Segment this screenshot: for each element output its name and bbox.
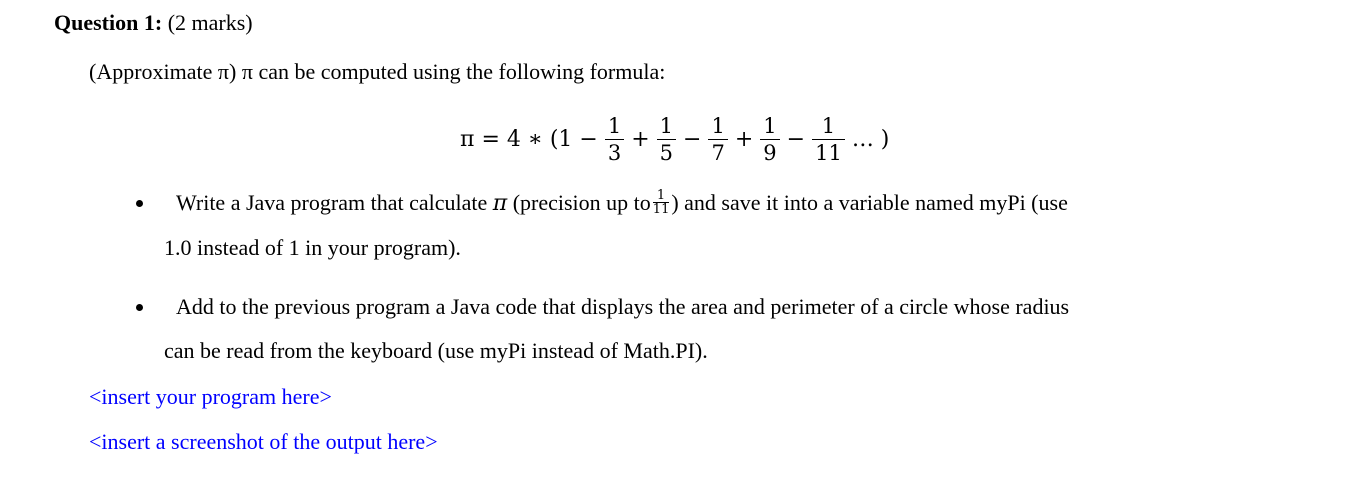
bullet-2-text-line2: can be read from the keyboard (use myPi instead of Math.PI). <box>164 338 708 363</box>
fraction-denominator: 11 <box>652 202 670 218</box>
fraction-denominator: 11 <box>815 140 842 165</box>
inline-fraction <box>653 189 670 216</box>
fraction-numerator: 1 <box>656 188 666 204</box>
formula-tail: … ) <box>851 126 890 152</box>
formula-fraction-3 <box>708 113 727 166</box>
fraction-denominator: 9 <box>763 140 777 165</box>
fraction-denominator: 3 <box>607 140 622 165</box>
formula-operator: − <box>683 126 702 152</box>
formula-fraction-1 <box>605 113 624 166</box>
program-placeholder[interactable]: <insert your program here> <box>89 384 332 409</box>
formula-fraction-5 <box>812 113 845 166</box>
formula-operator: + <box>631 126 650 152</box>
fraction-denominator: 7 <box>711 140 725 165</box>
bullet-1-text-a: Write a Java program that calculate <box>176 190 488 215</box>
fraction-numerator: 1 <box>821 113 836 138</box>
bullet-2-text-line1: Add to the previous program a Java code that displays the area and perimeter of a circle whose radius <box>176 294 1070 319</box>
question-header <box>54 8 253 38</box>
bullet-1-text-b: (precision up to <box>512 190 651 215</box>
formula-operator: + <box>734 126 754 152</box>
fraction-numerator: 1 <box>711 113 725 138</box>
bullet-1-text-line2: 1.0 instead of 1 in your program). <box>164 235 461 260</box>
formula-lhs: π = 4 ∗ (1 − <box>460 126 598 152</box>
pi-symbol: π <box>492 191 508 216</box>
fraction-numerator: 1 <box>763 113 777 138</box>
question-label: Question 1: <box>54 10 163 35</box>
fraction-numerator: 1 <box>607 113 622 138</box>
question-intro: (Approximate π) π can be computed using the following formula: <box>89 59 666 84</box>
bullet-1-text-c: ) and save it into a variable named myPi (use <box>671 190 1068 215</box>
question-marks: (2 marks) <box>167 10 253 35</box>
bullet-item-2 <box>164 285 1306 373</box>
fraction-numerator: 1 <box>659 113 674 138</box>
screenshot-placeholder[interactable]: <insert a screenshot of the output here> <box>89 429 438 454</box>
formula-fraction-4 <box>760 113 779 166</box>
bullet-item-1 <box>164 181 1306 270</box>
formula-operator: − <box>786 126 806 152</box>
pi-formula <box>456 104 893 174</box>
bullet-dot-icon <box>136 200 143 207</box>
formula-fraction-2 <box>657 113 676 166</box>
bullet-dot-icon <box>136 304 143 311</box>
fraction-denominator: 5 <box>659 140 674 165</box>
